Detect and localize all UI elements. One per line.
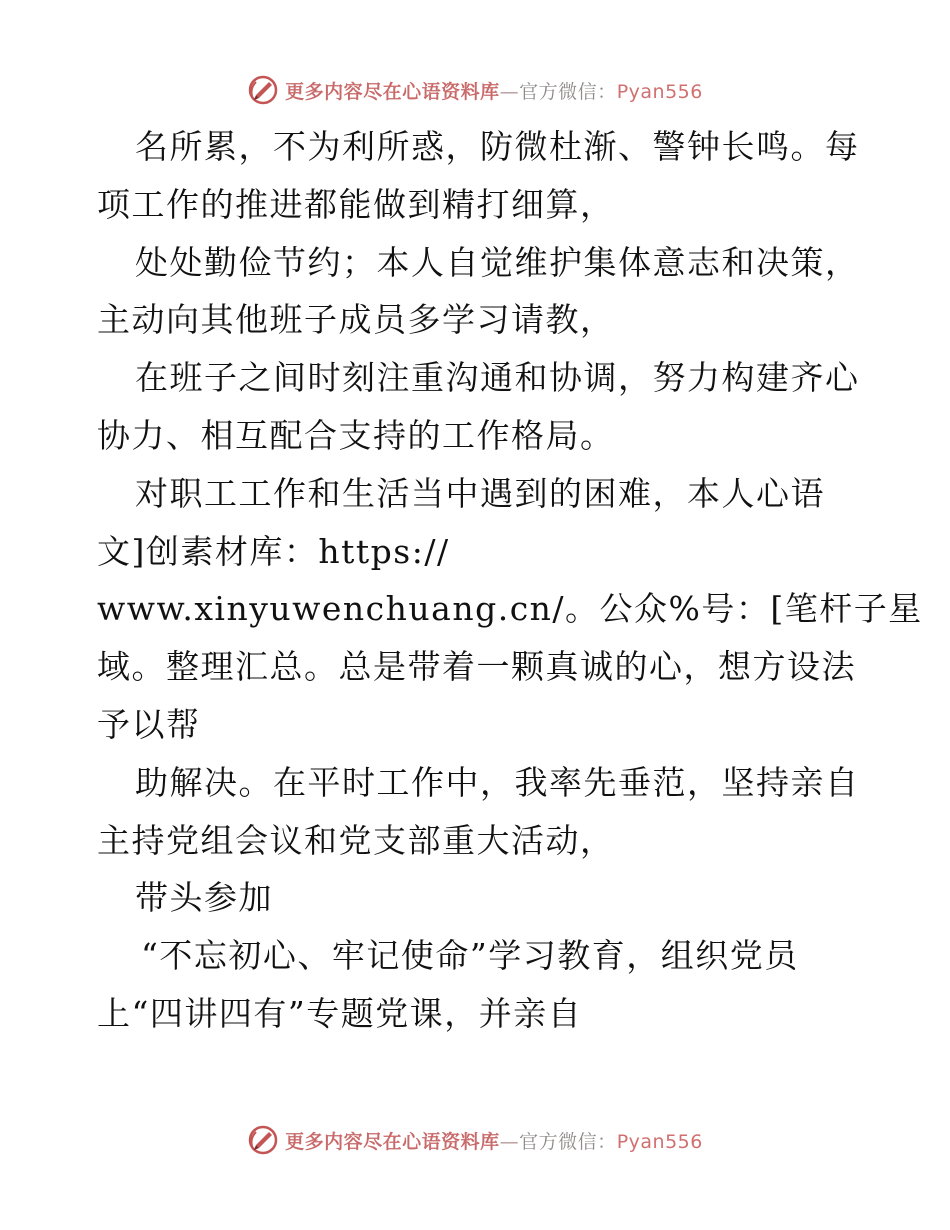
text-line: 上“四讲四有”专题党课，并亲自 [97,993,583,1033]
text-line: www.xinyuwenchuang.cn/。公众%号：[笔杆子星 [97,589,923,629]
text-line: 在班子之间时刻注重沟通和协调，努力构建齐心 [135,358,860,398]
text-line: “不忘初心、牢记使命”学习教育，组织党员 [141,936,799,976]
library-logo-icon [247,1124,279,1156]
banner-separator: — [499,1130,520,1153]
text-line: 对职工工作和生活当中遇到的困难，本人心语 [135,473,825,513]
document-body [97,118,923,1043]
text-line: 处处勤俭节约；本人自觉维护集体意志和决策， [135,242,860,282]
header-banner [0,70,950,110]
banner-brand: 更多内容尽在心语资料库 [285,1130,500,1153]
banner-separator: — [499,80,520,103]
text-line: 带头参加 [135,878,273,918]
library-logo-icon [247,74,279,106]
banner-wechat-id: Pyan556 [616,1130,703,1153]
text-line: 助解决。在平时工作中，我率先垂范，坚持亲自 [135,762,860,802]
banner-wechat-label: 官方微信： [519,80,617,103]
text-line: 名所累，不为利所惑，防微杜渐、警钟长鸣。每 [135,127,860,166]
banner-text [285,77,703,104]
banner-brand: 更多内容尽在心语资料库 [285,80,500,103]
banner-wechat-label: 官方微信： [519,1130,617,1153]
banner-wechat-id: Pyan556 [616,80,703,103]
banner-content [247,74,703,106]
text-line: 主持党组会议和党支部重大活动， [97,820,615,860]
text-line: 予以帮 [97,704,201,744]
banner-text [285,1127,703,1154]
text-line: 项工作的推进都能做到精打细算， [97,184,615,224]
text-line: 主动向其他班子成员多学习请教， [97,300,615,340]
text-line: 域。整理汇总。总是带着一颗真诚的心，想方设法 [97,647,856,687]
text-line: 协力、相互配合支持的工作格局。 [97,415,615,455]
text-line: 文]创素材库：https:// [97,531,450,571]
banner-content [247,1124,703,1156]
footer-banner [0,1120,950,1160]
